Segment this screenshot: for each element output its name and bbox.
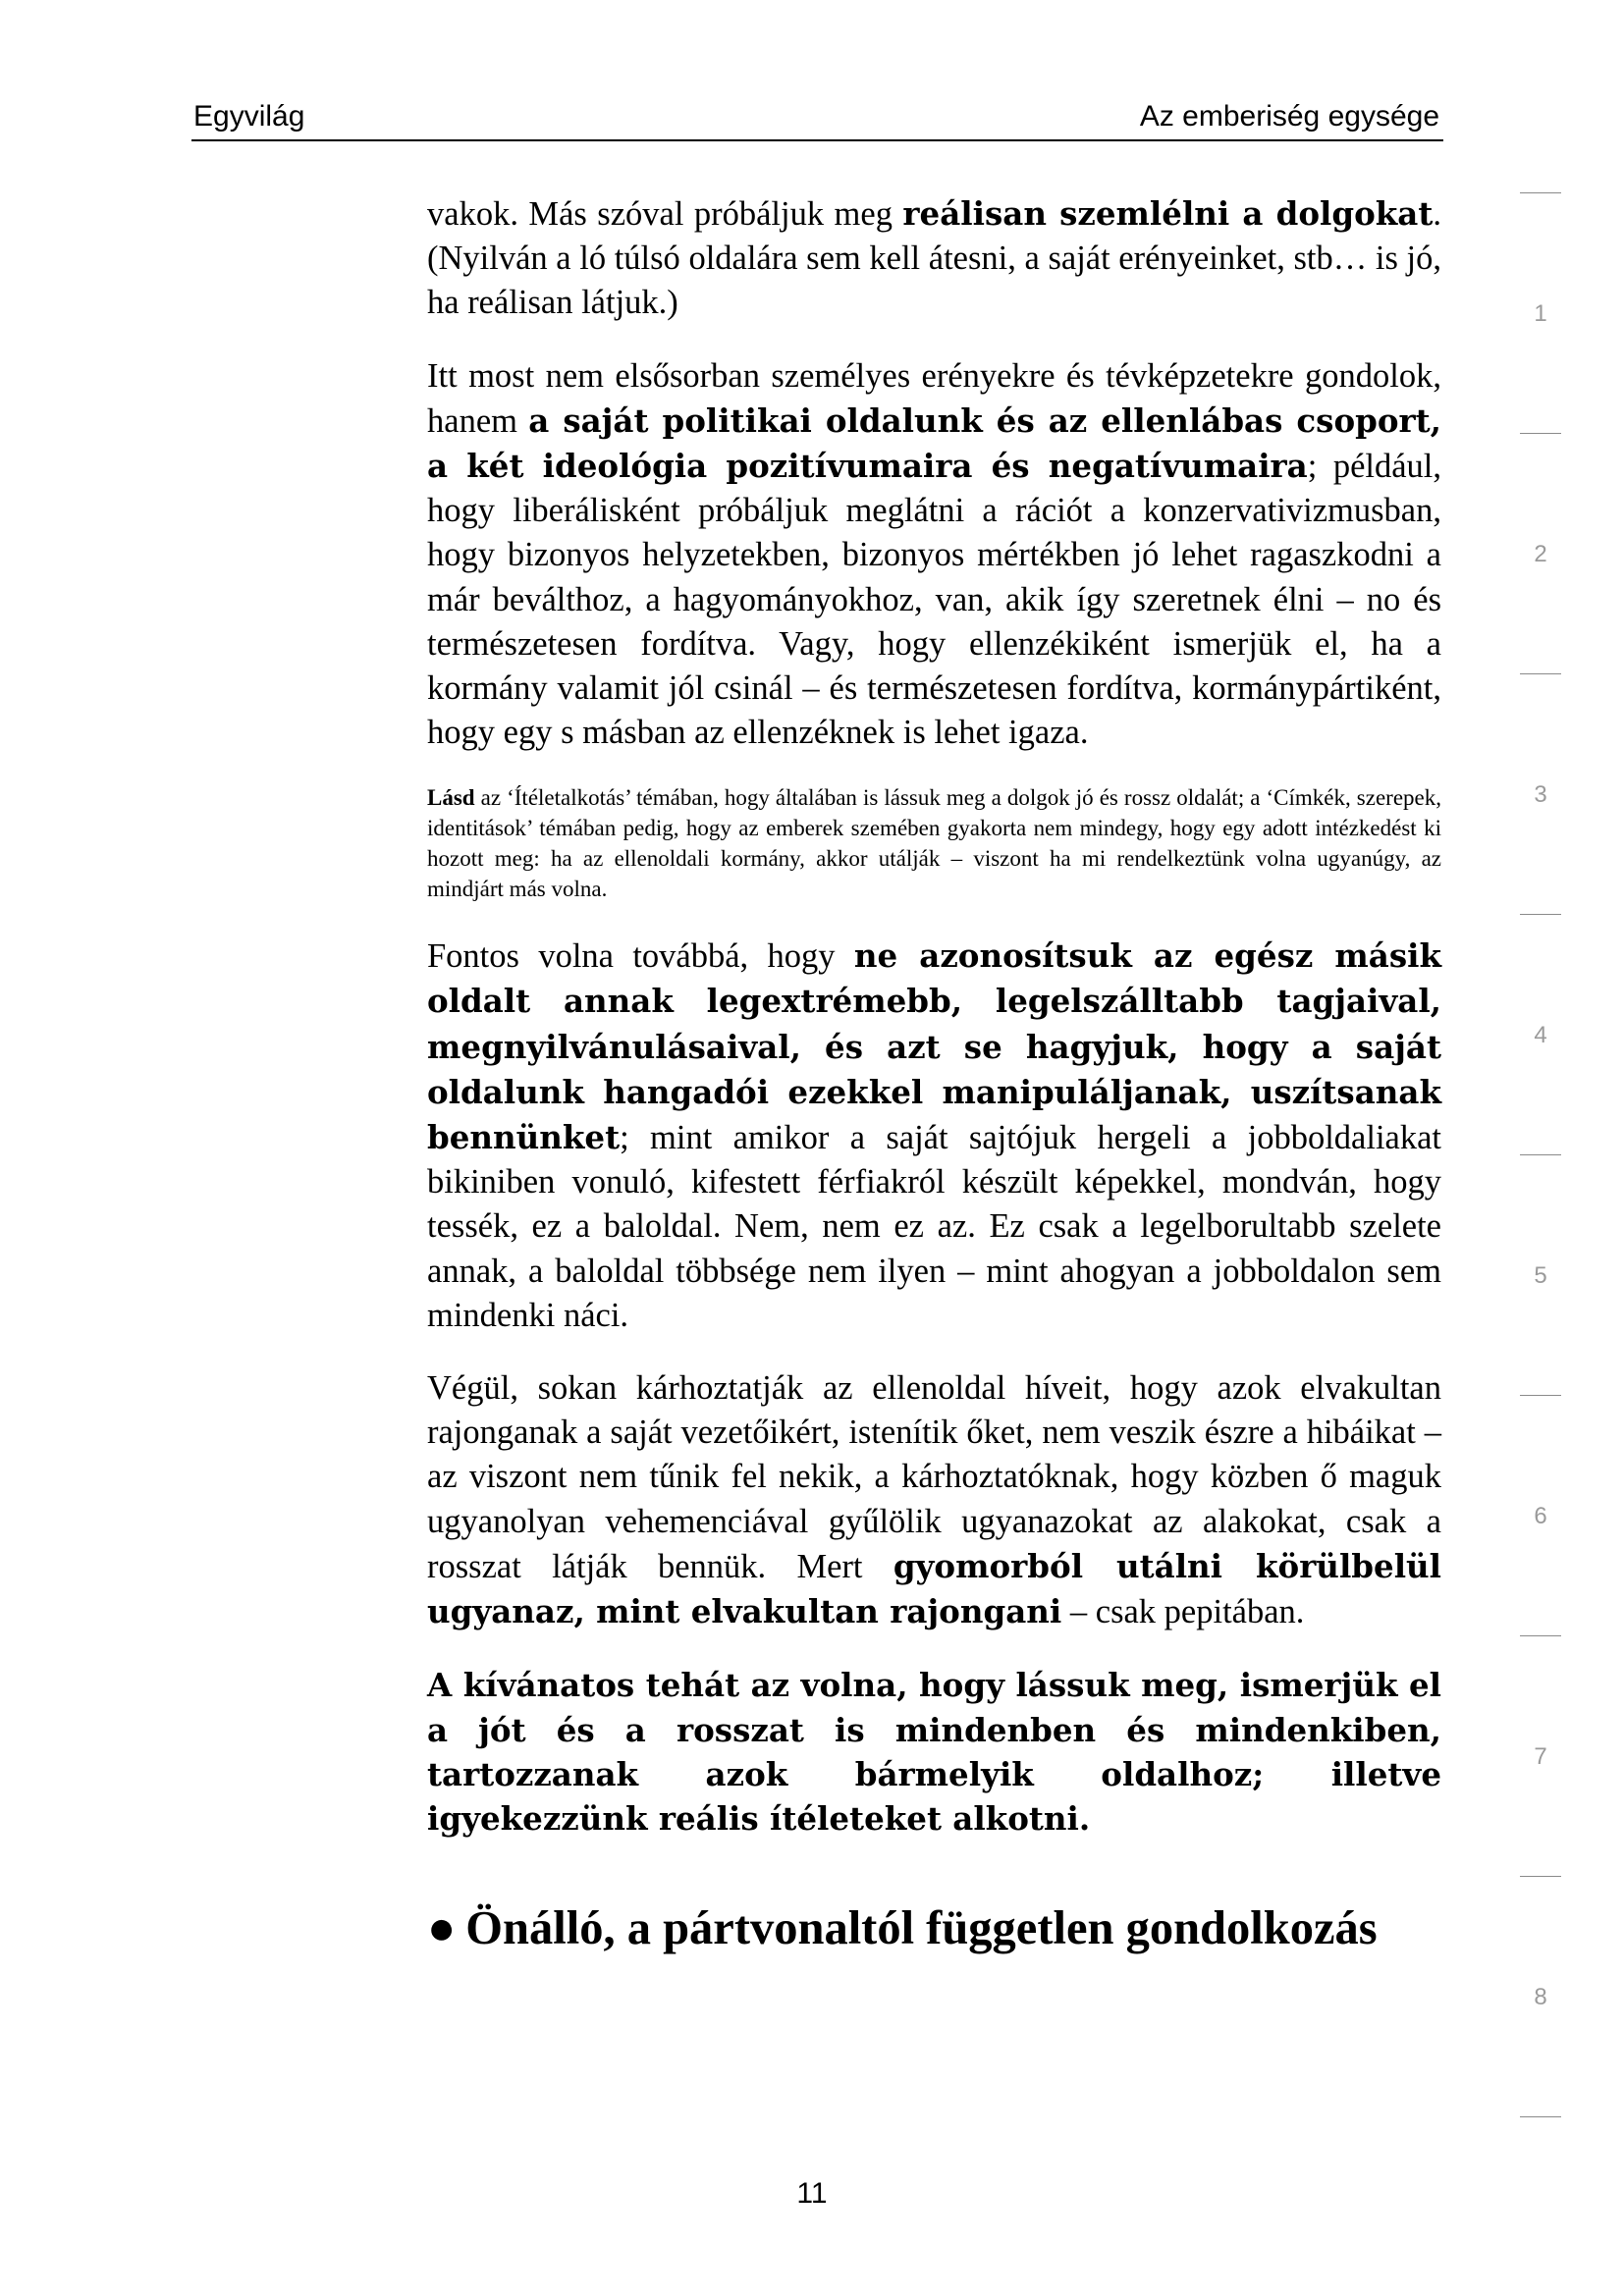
margin-tick (1520, 1876, 1561, 1877)
paragraph-1-emphasis: reálisan szemlélni a dolgokat (902, 194, 1434, 233)
margin-number-1: 1 (1534, 300, 1547, 327)
page-number: 11 (796, 2177, 828, 2210)
paragraph-3-text-c: ; mint amikor a saját sajtójuk hergeli a jobboldaliakat bikiniben vonuló, kifestett férfiakról készült képekkel, mondván, hogy tessék, ez a baloldal. Nem, nem ez az. Ez csak a legelborultabb szelete annak, a baloldal többsége nem ilyen – mint ahogyan a jobboldalon sem mindenki náci. (427, 1119, 1441, 1334)
margin-number-2: 2 (1534, 541, 1547, 567)
running-header (191, 94, 1443, 141)
header-chapter-title: Az emberiség egysége (1139, 100, 1439, 133)
margin-tick (1520, 433, 1561, 434)
margin-number-7: 7 (1534, 1743, 1547, 1770)
paragraph-5-conclusion: A kívánatos tehát az volna, hogy lássuk meg, ismerjük el a jót és a rosszat is mindenben és mindenkiben, tartozzanak azok bármelyik oldalhoz; illetve igyekezzünk reális ítéleteket alkotni. (427, 1666, 1441, 1838)
margin-line-marks (1520, 0, 1565, 2296)
paragraph-2 (427, 354, 1441, 756)
paragraph-1 (427, 191, 1441, 326)
paragraph-3 (427, 934, 1441, 1338)
margin-tick (1520, 914, 1561, 915)
cross-reference-note (427, 783, 1441, 904)
paragraph-3-emphasis: ne azonosítsuk az egész másik oldalt annak legextrémebb, legelszálltabb tagjaival, megnyilvánulásaival, és azt se hagyjuk, hogy a saját oldalunk hangadói ezekkel manipuláljanak, uszítsanak bennünket (427, 936, 1441, 1157)
margin-number-3: 3 (1534, 781, 1547, 808)
margin-tick (1520, 1395, 1561, 1396)
paragraph-2-text-a: Itt most nem elsősorban személyes erényekre és tévképzetekre gondolok, hanem (427, 356, 1441, 440)
paragraph-4-text-c: – csak pepitában. (1061, 1593, 1305, 1631)
margin-tick (1520, 192, 1561, 193)
paragraph-1-text-c: . (Nyilván a ló túlsó oldalára sem kell átesni, a saját erényeinket, stb… is jó, ha reálisan látjuk.) (427, 195, 1441, 322)
section-heading-text: Önálló, a pártvonaltól független gondolkozás (465, 1902, 1378, 1955)
paragraph-4-emphasis: gyomorból utálni körülbelül ugyanaz, mint elvakultan rajongani (427, 1546, 1442, 1631)
margin-number-6: 6 (1534, 1503, 1547, 1529)
margin-number-4: 4 (1534, 1022, 1547, 1048)
paragraph-1-text-a: vakok. Más szóval próbáljuk meg (427, 195, 903, 233)
margin-tick (1520, 1635, 1561, 1636)
section-heading (427, 1899, 1441, 1958)
paragraph-4-text-a: Végül, sokan kárhoztatják az ellenoldal híveit, hogy azok elvakultan rajonganak a saját vezetőikért, istenítik őket, nem veszik észre a hibáikat – az viszont nem tűnik fel nekik, a kárhoztatóknak, hogy közben ő maguk ugyanolyan vehemenciával gyűlölik ugyanazokat az alakokat, csak a rosszat látják bennük. Mert (427, 1369, 1441, 1585)
page-body (427, 191, 1441, 1958)
paragraph-4 (427, 1366, 1441, 1634)
note-lead: Lásd (427, 785, 475, 811)
margin-tick (1520, 2116, 1561, 2117)
note-text: az ‘Ítéletalkotás’ témában, hogy általában is lássuk meg a dolgok jó és rossz oldalát; a ‘Címkék, szerepek, identitások’ témában pedig, hogy az emberek szemében gyakorta nem mindegy, hogy egy adott intézkedést ki hozott meg: ha az ellenoldali kormány, akkor utálják – viszont ha mi rendelkeztünk volna ugyanúgy, az mindjárt más volna. (427, 785, 1441, 901)
margin-number-8: 8 (1534, 1984, 1547, 2010)
header-book-title: Egyvilág (193, 100, 305, 133)
bullet-icon: ● (427, 1902, 457, 1955)
margin-tick (1520, 673, 1561, 674)
margin-number-5: 5 (1534, 1262, 1547, 1289)
paragraph-3-text-a: Fontos volna továbbá, hogy (427, 937, 854, 976)
margin-tick (1520, 1154, 1561, 1155)
paragraph-2-emphasis: a saját politikai oldalunk és az ellenlábas csoport, a két ideológia pozitívumaira és negatívumaira (427, 400, 1441, 486)
paragraph-2-text-c: ; például, hogy liberálisként próbáljuk meglátni a rációt a konzervativizmusban, hogy bizonyos helyzetekben, bizonyos mértékben jó lehet ragaszkodni a már beválthoz, a hagyományokhoz, van, akik így szeretnek élni – no és természetesen fordítva. Vagy, hogy ellenzékiként ismerjük el, ha a kormány valamit jól csinál – és természetesen fordítva, kormánypártiként, hogy egy s másban az ellenzéknek is lehet igaza. (427, 448, 1441, 752)
